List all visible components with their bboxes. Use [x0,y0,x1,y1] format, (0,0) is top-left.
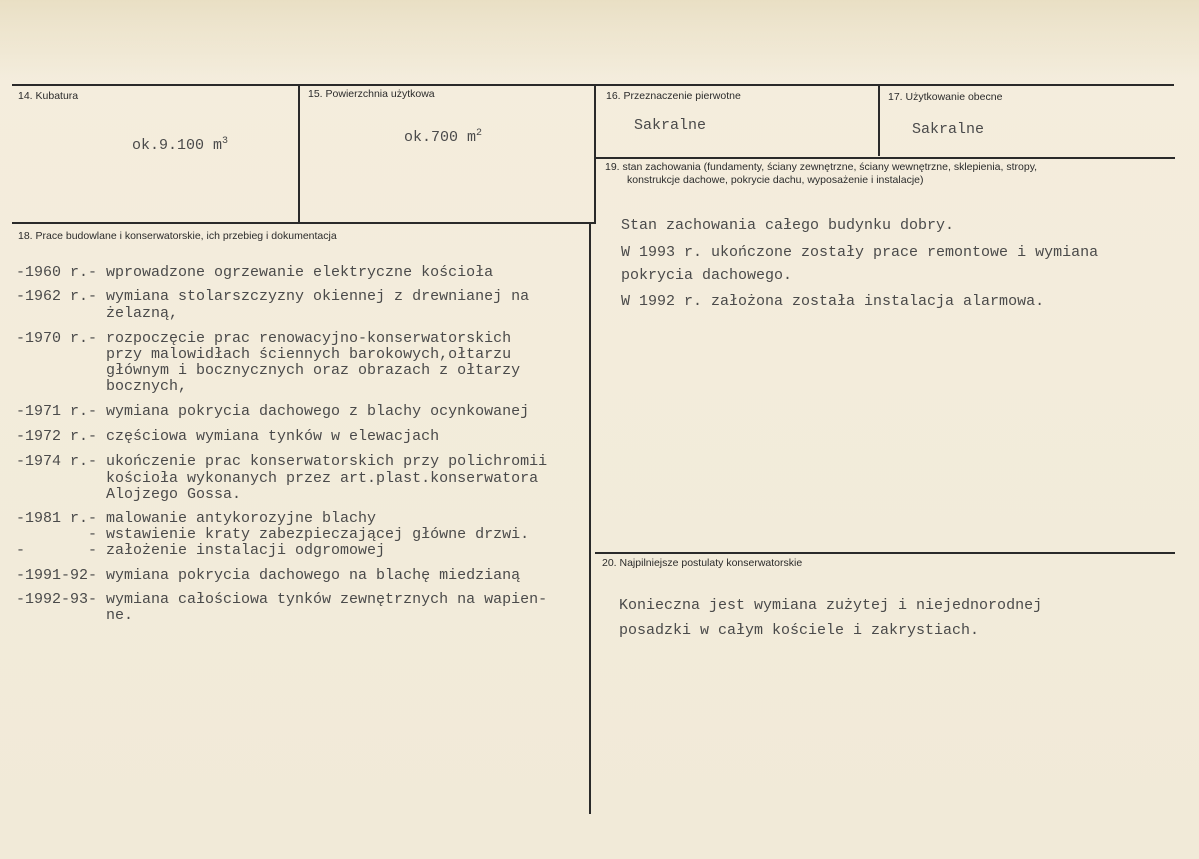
field-20-label: 20. Najpilniejsze postulaty konserwatorskie [602,557,803,569]
field-19-label-line1: 19. stan zachowania (fundamenty, ściany zewnętrzne, ściany wewnętrzne, sklepienia, stropy, [605,161,1038,173]
field-20-line: posadzki w całym kościele i zakrystiach. [619,622,980,639]
field-18-line: żelazną, [16,305,179,322]
field-18-line: -1991-92- wymiana pokrycia dachowego na blachę miedzianą [16,567,521,584]
field-18-line: przy malowidłach ściennych barokowych,ołtarzu [16,346,512,363]
divider-16-17 [878,84,880,156]
field-17-value: Sakralne [912,121,985,138]
field-19-line: W 1992 r. założona została instalacja alarmowa. [621,293,1045,310]
field-19-line: pokrycia dachowego. [621,267,793,284]
divider-14-15 [298,84,300,224]
field-16-value: Sakralne [634,117,707,134]
field-18-line: bocznych, [16,378,188,395]
field-14-value-text: ok.9.100 m [132,137,223,154]
field-15-unit-sup: 2 [476,128,483,139]
field-18-line: kościoła wykonanych przez art.plast.konserwatora [16,470,539,487]
field-18-line: głównym i bocznycznych oraz obrazach z ołtarzy [16,362,521,379]
field-14-label: 14. Kubatura [18,90,79,102]
center-divider [589,224,591,814]
field-18-line: -1974 r.- ukończenie prac konserwatorskich przy polichromii [16,453,548,470]
field-18-line: -1970 r.- rozpoczęcie prac renowacyjno-konserwatorskich [16,330,512,347]
top-rule [12,84,1174,86]
field-18-line: - wstawienie kraty zabezpieczającej główne drzwi. [16,526,530,543]
field-14-value [96,118,228,170]
divider-15-16 [594,84,596,224]
field-18-line: -1981 r.- malowanie antykorozyjne blachy [16,510,377,527]
rule-under-16-17 [595,157,1175,159]
field-19-line: Stan zachowania całego budynku dobry. [621,217,955,234]
field-18-line: -1972 r.- częściowa wymiana tynków w elewacjach [16,428,440,445]
field-17-label: 17. Użytkowanie obecne [888,91,1003,103]
rule-above-20 [595,552,1175,554]
field-18-line: - - założenie instalacji odgromowej [16,542,386,559]
field-19-line: W 1993 r. ukończone zostały prace remontowe i wymiana [621,244,1099,261]
field-18-line: Alojzego Gossa. [16,486,242,503]
field-15-value-text: ok.700 m [404,129,477,146]
field-19-label-line2: konstrukcje dachowe, pokrycie dachu, wyposażenie i instalacje) [627,174,924,186]
field-20-line: Konieczna jest wymiana zużytej i niejednorodnej [619,597,1043,614]
field-18-line: -1971 r.- wymiana pokrycia dachowego z blachy ocynkowanej [16,403,530,420]
field-16-label: 16. Przeznaczenie pierwotne [606,90,741,102]
field-18-line: -1960 r.- wprowadzone ogrzewanie elektryczne kościoła [16,264,494,281]
field-18-line: ne. [16,607,134,624]
field-15-label: 15. Powierzchnia użytkowa [308,88,435,100]
field-14-unit-sup: 3 [222,136,229,147]
field-15-value [368,110,482,162]
field-18-line: -1992-93- wymiana całościowa tynków zewnętrznych na wapien- [16,591,548,608]
paper-shadow [0,0,1199,80]
field-18-line: -1962 r.- wymiana stolarszczyzny okiennej z drewnianej na [16,288,530,305]
rule-under-14-15 [12,222,595,224]
field-18-label: 18. Prace budowlane i konserwatorskie, ich przebieg i dokumentacja [18,230,337,242]
